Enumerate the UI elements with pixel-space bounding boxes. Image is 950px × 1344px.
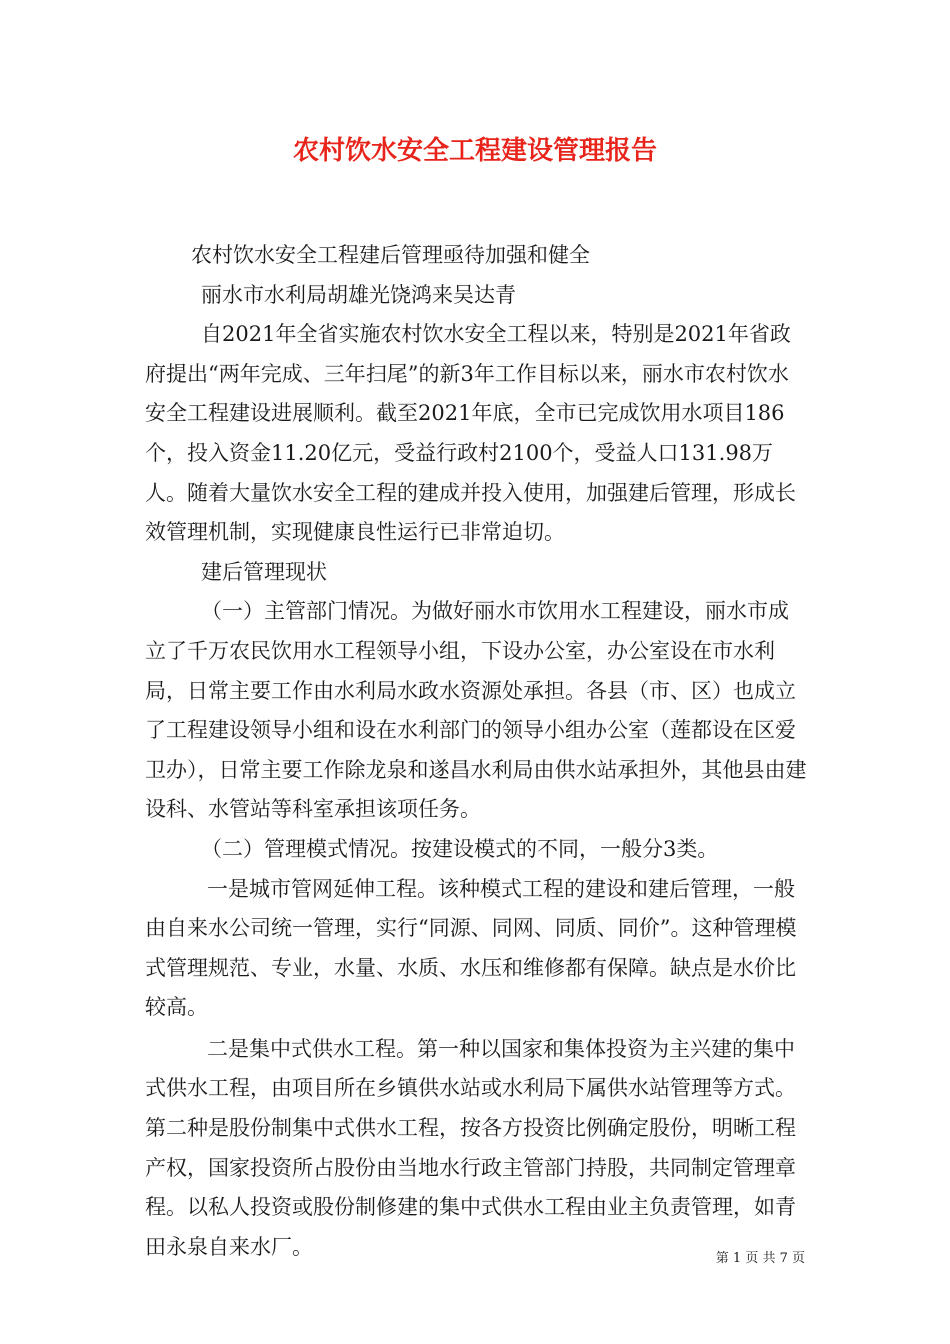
document-title: 农村饮水安全工程建设管理报告 [292, 136, 657, 166]
body-paragraph: 一是城市管网延伸工程。该种模式工程的建设和建后管理，一般由自来水公司统一管理，实行“同源、同网、同质、同价”。这种管理模式管理规范、专业，水量、水质、水压和维修都有保障。缺点是水价比较高。 [145, 876, 797, 1020]
body-paragraph: 自2021年全省实施农村饮水安全工程以来，特别是2021年省政府提出“两年完成、三年扫尾”的新3年工作目标以来，丽水市农村饮水安全工程建设进展顺利。截至2021年底，全市已完成饮用水项目186个，投入资金11.20亿元，受益行政村2100个，受益人口131.98万人。随着大量饮水安全工程的建成并投入使用，加强建后管理，形成长效管理机制，实现健康良性运行已非常迫切。 [145, 322, 796, 545]
section-heading: 建后管理现状 [201, 559, 327, 584]
author-line: 丽水市水利局胡雄光饶鸿来吴达青 [201, 282, 516, 307]
body-paragraph: 二是集中式供水工程。第一种以国家和集体投资为主兴建的集中式供水工程，由项目所在乡镇供水站或水利局下属供水站管理等方式。第二种是股份制集中式供水工程，按各方投资比例确定股份，明晰工程产权，国家投资所占股份由当地水行政主管部门持股，共同制定管理章程。以私人投资或股份制修建的集中式供水工程由业主负责管理，如青田永泉自来水厂。 [145, 1036, 796, 1259]
body-paragraph: （一）主管部门情况。为做好丽水市饮用水工程建设，丽水市成立了千万农民饮用水工程领导小组，下设办公室，办公室设在市水利局，日常主要工作由水利局水政水资源处承担。各县（市、区）也成立了工程建设领导小组和设在水利部门的领导小组办公室（莲都设在区爱卫办），日常主要工作除龙泉和遂昌水利局由供水站承担外，其他县由建设科、水管站等科室承担该项任务。 [145, 599, 807, 822]
document-body [145, 236, 809, 1267]
subtitle-paragraph: 农村饮水安全工程建后管理亟待加强和健全 [191, 243, 590, 267]
body-paragraph: （二）管理模式情况。按建设模式的不同，一般分3类。 [201, 836, 719, 861]
page-number: 第 1 页 共 7 页 [715, 1251, 805, 1266]
